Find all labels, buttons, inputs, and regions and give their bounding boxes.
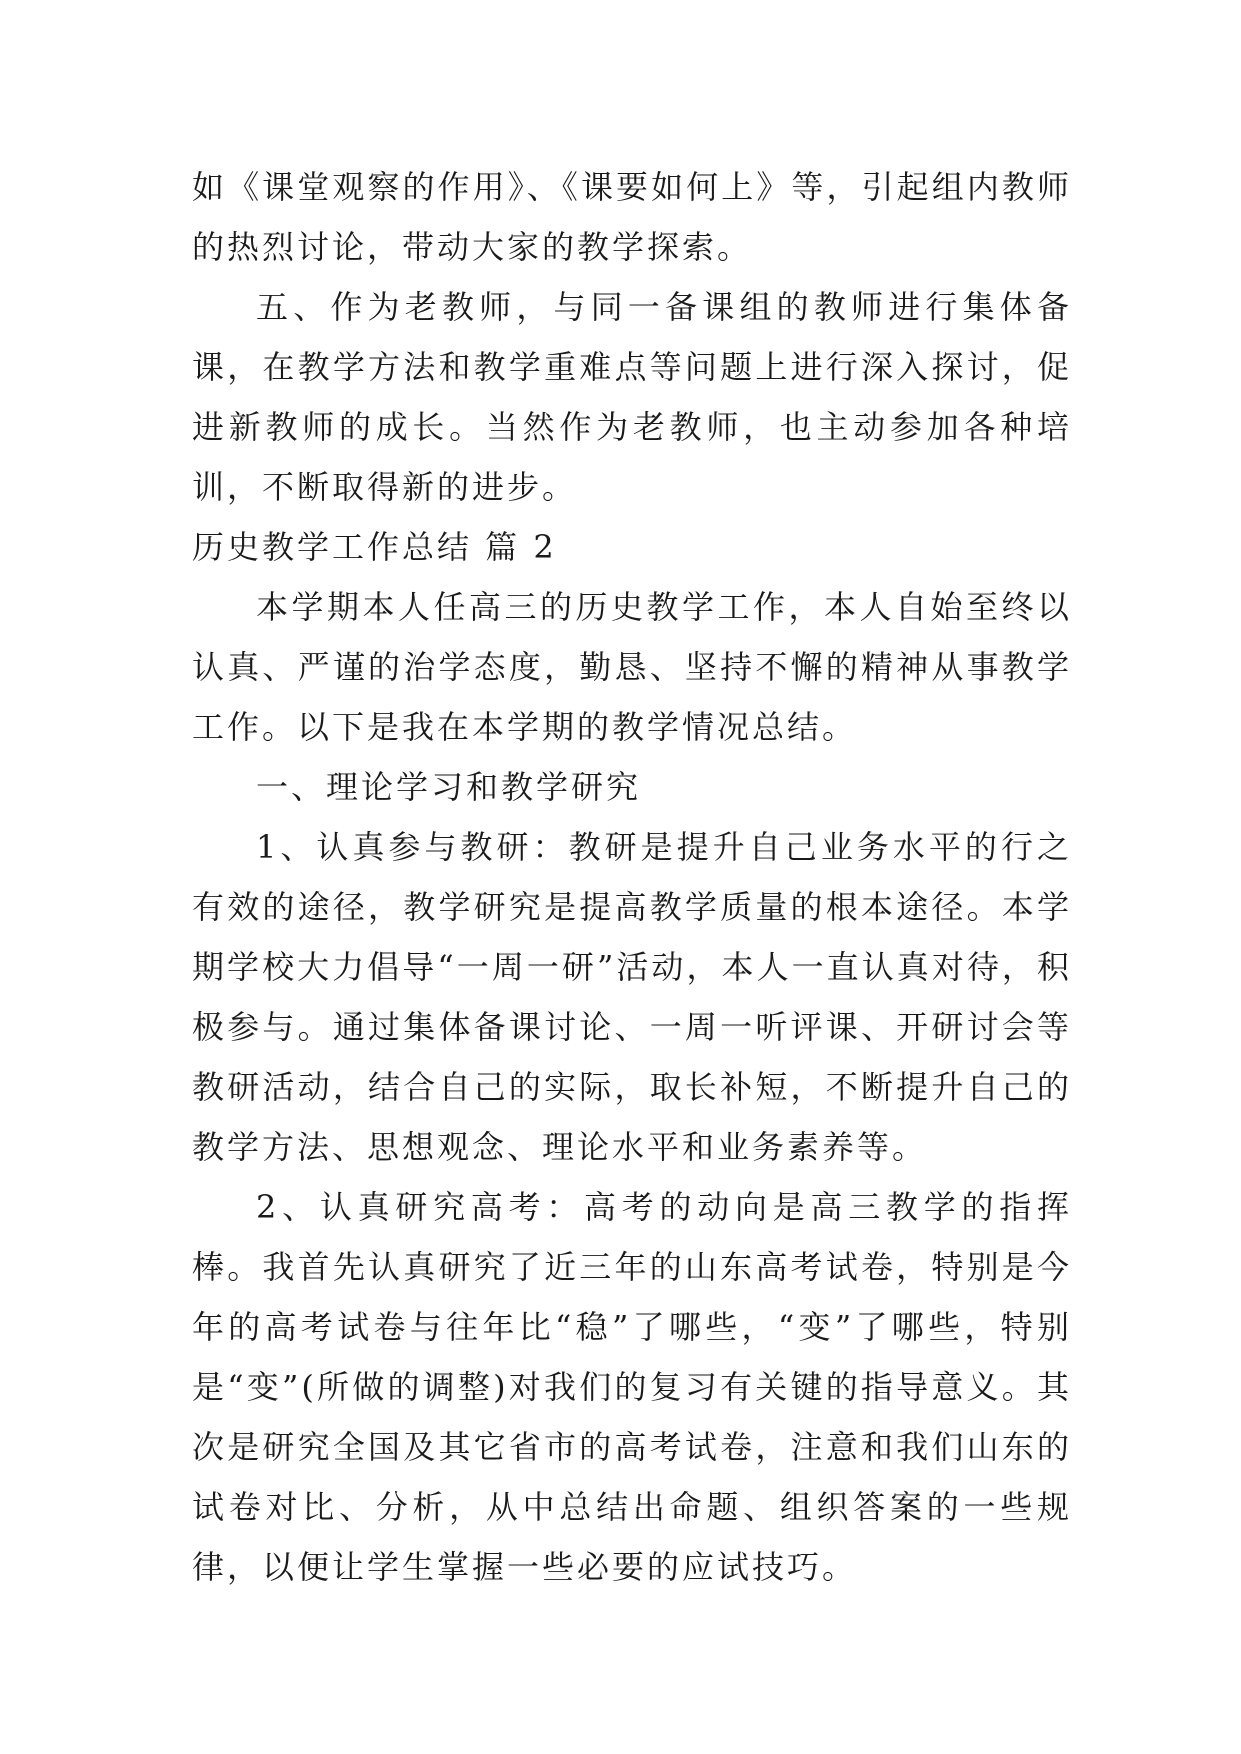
paragraph-item-one: 1、认真参与教研：教研是提升自己业务水平的行之有效的途径，教学研究是提高教学质量的根本途径。本学期学校大力倡导“一周一研”活动，本人一直认真对待，积极参与。通过集体备课讨论、一周一听评课、开研讨会等教研活动，结合自己的实际，取长补短，不断提升自己的教学方法、思想观念、理论水平和业务素养等。 xyxy=(192,828,1072,1166)
paragraph-continuation: 如《课堂观察的作用》、《课要如何上》等，引起组内教师的热烈讨论，带动大家的教学探索。 xyxy=(192,168,1072,266)
document-body xyxy=(192,157,1072,1597)
paragraph-item-five: 五、作为老教师，与同一备课组的教师进行集体备课，在教学方法和教学重难点等问题上进行深入探讨，促进新教师的成长。当然作为老教师，也主动参加各种培训，不断取得新的进步。 xyxy=(192,288,1072,506)
subheading-theory-research: 一、理论学习和教学研究 xyxy=(256,768,642,806)
section-heading: 历史教学工作总结 篇 2 xyxy=(192,528,557,566)
paragraph-intro: 本学期本人任高三的历史教学工作，本人自始至终以认真、严谨的治学态度，勤恳、坚持不懈的精神从事教学工作。以下是我在本学期的教学情况总结。 xyxy=(192,588,1072,746)
paragraph-item-two: 2、认真研究高考：高考的动向是高三教学的指挥棒。我首先认真研究了近三年的山东高考试卷，特别是今年的高考试卷与往年比“稳”了哪些，“变”了哪些，特别是“变”(所做的调整)对我们的复习有关键的指导意义。其次是研究全国及其它省市的高考试卷，注意和我们山东的试卷对比、分析，从中总结出命题、组织答案的一些规律，以便让学生掌握一些必要的应试技巧。 xyxy=(192,1188,1072,1586)
